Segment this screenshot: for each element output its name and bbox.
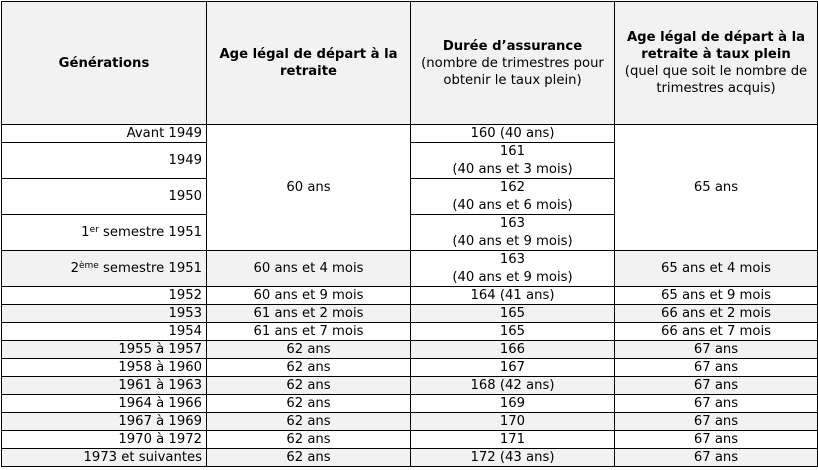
header-taux-plein: Age légal de départ à la retraite à taux plein (quel que soit le nombre de trimestres acquis): [615, 2, 818, 125]
generation-cell: 1964 à 1966: [2, 395, 207, 413]
duree-cell: 169: [411, 395, 615, 413]
table-row: [2, 377, 818, 395]
generation-cell: Avant 1949: [2, 125, 207, 143]
table-row: [2, 431, 818, 449]
duree-cell: 167: [411, 359, 615, 377]
header-duree: Durée d’assurance (nombre de trimestres pour obtenir le taux plein): [411, 2, 615, 125]
age-legal-cell: 62 ans: [207, 359, 411, 377]
age-legal-cell: 61 ans et 7 mois: [207, 323, 411, 341]
taux-plein-cell: 67 ans: [615, 341, 818, 359]
age-legal-cell: 62 ans: [207, 341, 411, 359]
age-legal-cell: 60 ans: [207, 125, 411, 251]
duree-cell: 166: [411, 341, 615, 359]
generation-cell: 1952: [2, 287, 207, 305]
duree-cell: 162 (40 ans et 6 mois): [411, 179, 615, 215]
generation-cell: 1970 à 1972: [2, 431, 207, 449]
duree-cell: 171: [411, 431, 615, 449]
generation-cell: 1958 à 1960: [2, 359, 207, 377]
generation-cell: 1949: [2, 143, 207, 179]
generation-cell: 1953: [2, 305, 207, 323]
duree-cell: 164 (41 ans): [411, 287, 615, 305]
taux-plein-cell: 67 ans: [615, 431, 818, 449]
age-legal-cell: 62 ans: [207, 377, 411, 395]
generation-cell: 1954: [2, 323, 207, 341]
taux-plein-cell: 65 ans: [615, 125, 818, 251]
duree-cell: 161 (40 ans et 3 mois): [411, 143, 615, 179]
age-legal-cell: 61 ans et 2 mois: [207, 305, 411, 323]
duree-cell: 168 (42 ans): [411, 377, 615, 395]
age-legal-cell: 60 ans et 4 mois: [207, 251, 411, 287]
taux-plein-cell: 67 ans: [615, 395, 818, 413]
header-generations: Générations: [2, 2, 207, 125]
generation-cell: 1961 à 1963: [2, 377, 207, 395]
taux-plein-cell: 67 ans: [615, 449, 818, 467]
duree-cell: 163 (40 ans et 9 mois): [411, 215, 615, 251]
header-age-legal: Age légal de départ à la retraite: [207, 2, 411, 125]
table-row: [2, 413, 818, 431]
generation-cell: 1955 à 1957: [2, 341, 207, 359]
age-legal-cell: 62 ans: [207, 431, 411, 449]
age-legal-cell: 62 ans: [207, 449, 411, 467]
taux-plein-cell: 66 ans et 7 mois: [615, 323, 818, 341]
taux-plein-cell: 67 ans: [615, 377, 818, 395]
age-legal-cell: 60 ans et 9 mois: [207, 287, 411, 305]
taux-plein-cell: 67 ans: [615, 413, 818, 431]
generation-cell: 1er semestre 1951: [2, 215, 207, 251]
taux-plein-cell: 65 ans et 9 mois: [615, 287, 818, 305]
table-row: [2, 395, 818, 413]
duree-cell: 163 (40 ans et 9 mois): [411, 251, 615, 287]
table-row: [2, 449, 818, 467]
retirement-table: [1, 1, 818, 467]
taux-plein-cell: 67 ans: [615, 359, 818, 377]
table-row: [2, 125, 818, 143]
duree-cell: 170: [411, 413, 615, 431]
age-legal-cell: 62 ans: [207, 413, 411, 431]
taux-plein-cell: 66 ans et 2 mois: [615, 305, 818, 323]
table-row: [2, 251, 818, 287]
table-row: [2, 359, 818, 377]
taux-plein-cell: 65 ans et 4 mois: [615, 251, 818, 287]
duree-cell: 165: [411, 323, 615, 341]
duree-cell: 172 (43 ans): [411, 449, 615, 467]
header-row: [2, 2, 818, 125]
generation-cell: 1950: [2, 179, 207, 215]
generation-cell: 2ème semestre 1951: [2, 251, 207, 287]
table-row: [2, 323, 818, 341]
table-row: [2, 341, 818, 359]
duree-cell: 160 (40 ans): [411, 125, 615, 143]
duree-cell: 165: [411, 305, 615, 323]
age-legal-cell: 62 ans: [207, 395, 411, 413]
generation-cell: 1973 et suivantes: [2, 449, 207, 467]
generation-cell: 1967 à 1969: [2, 413, 207, 431]
table-row: [2, 287, 818, 305]
table-row: [2, 305, 818, 323]
